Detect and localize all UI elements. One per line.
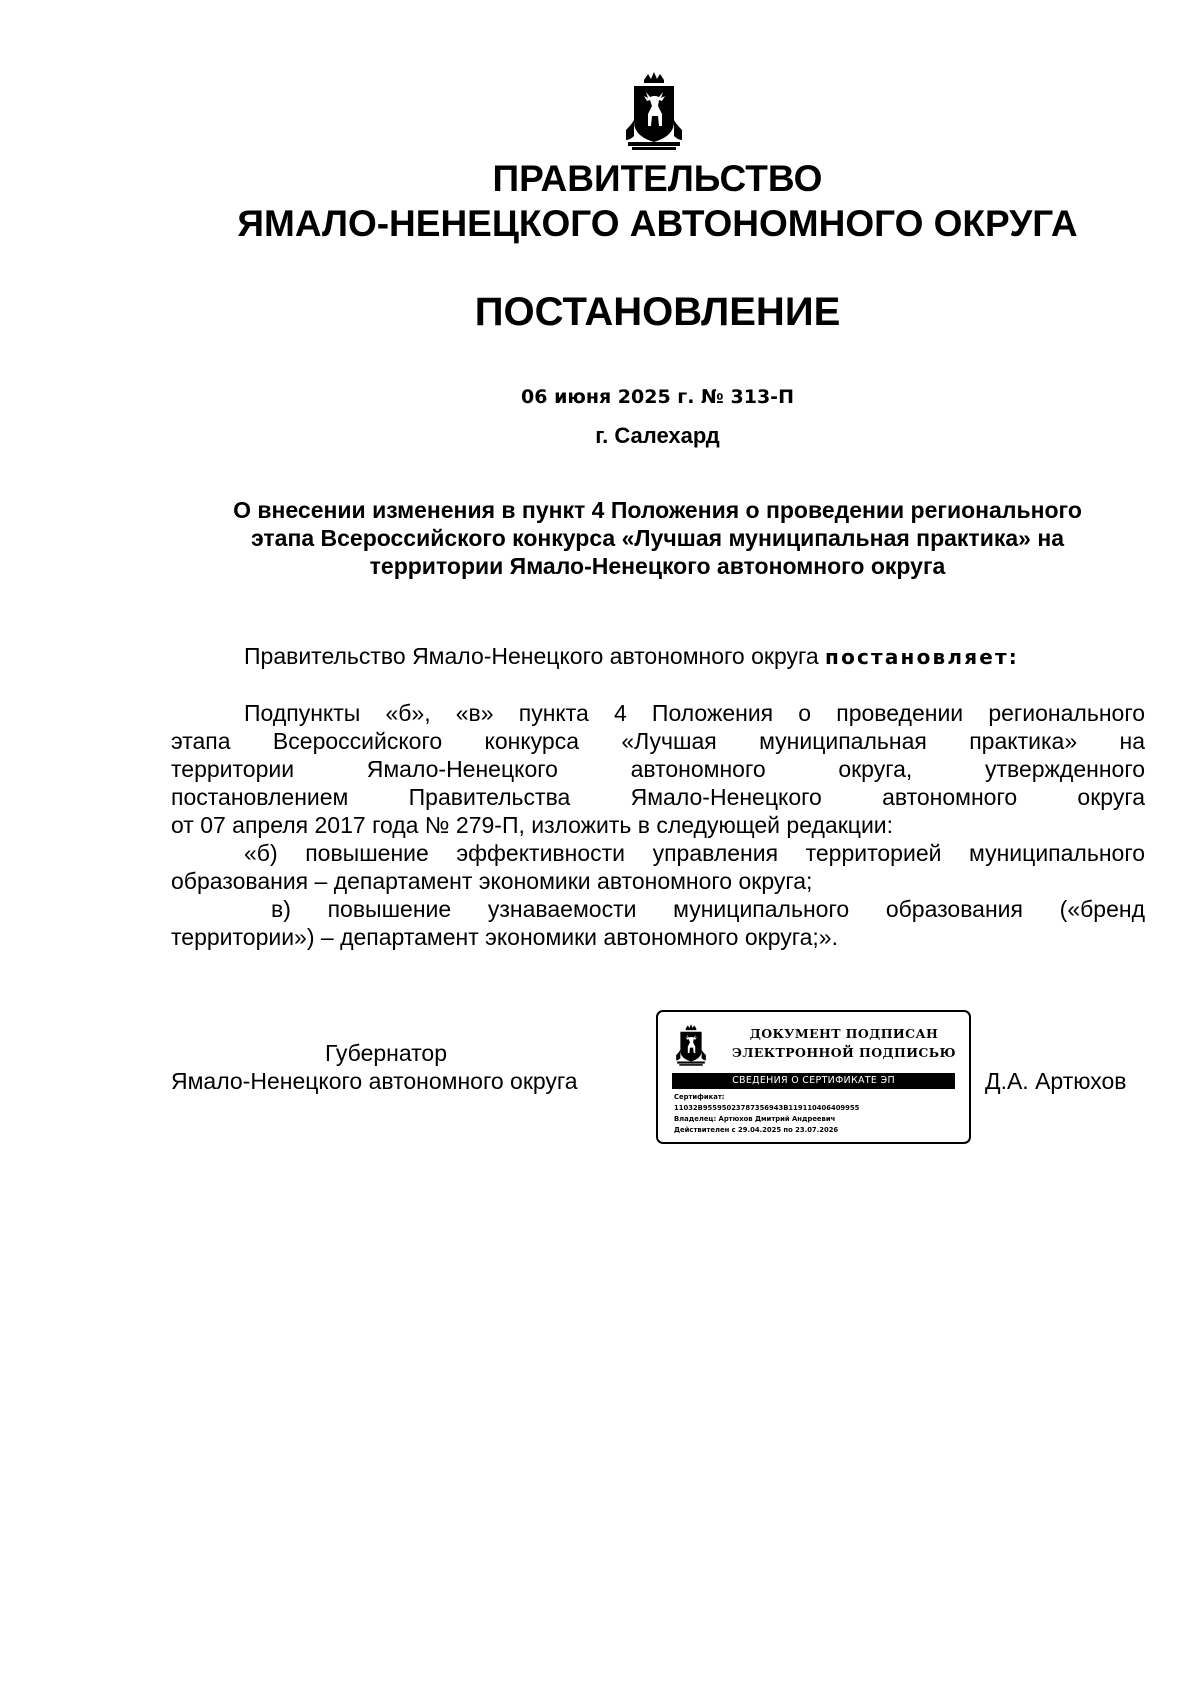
document-type: ПОСТАНОВЛЕНИЕ bbox=[474, 290, 841, 334]
certificate-label: Сертификат: bbox=[674, 1093, 725, 1101]
certificate-owner: Владелец: Артюхов Дмитрий Андреевич bbox=[674, 1115, 836, 1123]
body-line: от 07 апреля 2017 года № 279-П, изложить в следующей редакции: bbox=[171, 812, 894, 838]
main-paragraph bbox=[171, 699, 1145, 951]
preamble-decides: постановляет: bbox=[825, 645, 1020, 669]
signer-role: Губернатор bbox=[325, 1040, 448, 1066]
signer-name: Д.А. Артюхов bbox=[985, 1068, 1127, 1094]
signer-organization: Ямало-Ненецкого автономного округа bbox=[171, 1068, 578, 1094]
yanao-coat-of-arms-icon bbox=[622, 70, 686, 152]
certificate-validity: Действителен с 29.04.2025 по 23.07.2026 bbox=[674, 1126, 839, 1134]
item-b-line: «б) повышение эффективности управления территорией муниципального bbox=[244, 840, 1145, 866]
body-line: Подпункты «б», «в» пункта 4 Положения о проведении регионального bbox=[244, 700, 1145, 726]
stamp-certificate-bar: СВЕДЕНИЯ О СЕРТИФИКАТЕ ЭП bbox=[672, 1073, 955, 1089]
stamp-heading-line: ДОКУМЕНТ ПОДПИСАН bbox=[749, 1026, 939, 1041]
item-v-line: территории») – департамент экономики автономного округа;». bbox=[171, 924, 838, 950]
stamp-certificate-details bbox=[674, 1092, 859, 1136]
stamp-heading bbox=[730, 1024, 958, 1062]
document-date-number: 06 июня 2025 г. № 313-П bbox=[521, 386, 794, 408]
yanao-coat-of-arms-icon bbox=[674, 1022, 708, 1068]
electronic-signature-stamp bbox=[656, 1010, 971, 1144]
item-v-line: в) повышение узнаваемости муниципального образования («бренд bbox=[271, 896, 1145, 922]
subject-line: территории Ямало-Ненецкого автономного округа bbox=[369, 553, 946, 579]
document-subject bbox=[170, 496, 1145, 580]
document-city: г. Салехард bbox=[595, 423, 720, 448]
signer-title bbox=[171, 1039, 641, 1095]
body-line: этапа Всероссийского конкурса «Лучшая муниципальная практика» на bbox=[171, 728, 1145, 754]
item-b-line: образования – департамент экономики автономного округа; bbox=[171, 868, 813, 894]
stamp-heading-line: ЭЛЕКТРОННОЙ ПОДПИСЬЮ bbox=[732, 1045, 956, 1060]
certificate-number: 11032B95595023787356943B119110406409955 bbox=[674, 1104, 860, 1112]
subject-line: этапа Всероссийского конкурса «Лучшая муниципальная практика» на bbox=[251, 525, 1064, 551]
preamble-text: Правительство Ямало-Ненецкого автономного округа bbox=[244, 643, 826, 669]
government-name-line2: ЯМАЛО-НЕНЕЦКОГО АВТОНОМНОГО ОКРУГА bbox=[237, 203, 1078, 244]
government-name-line1: ПРАВИТЕЛЬСТВО bbox=[492, 158, 823, 199]
subject-line: О внесении изменения в пункт 4 Положения о проведении регионального bbox=[233, 497, 1082, 523]
body-line: постановлением Правительства Ямало-Ненецкого автономного округа bbox=[171, 784, 1145, 810]
preamble-paragraph bbox=[171, 642, 1200, 671]
body-line: территории Ямало-Ненецкого автономного округа, утвержденного bbox=[171, 756, 1145, 782]
